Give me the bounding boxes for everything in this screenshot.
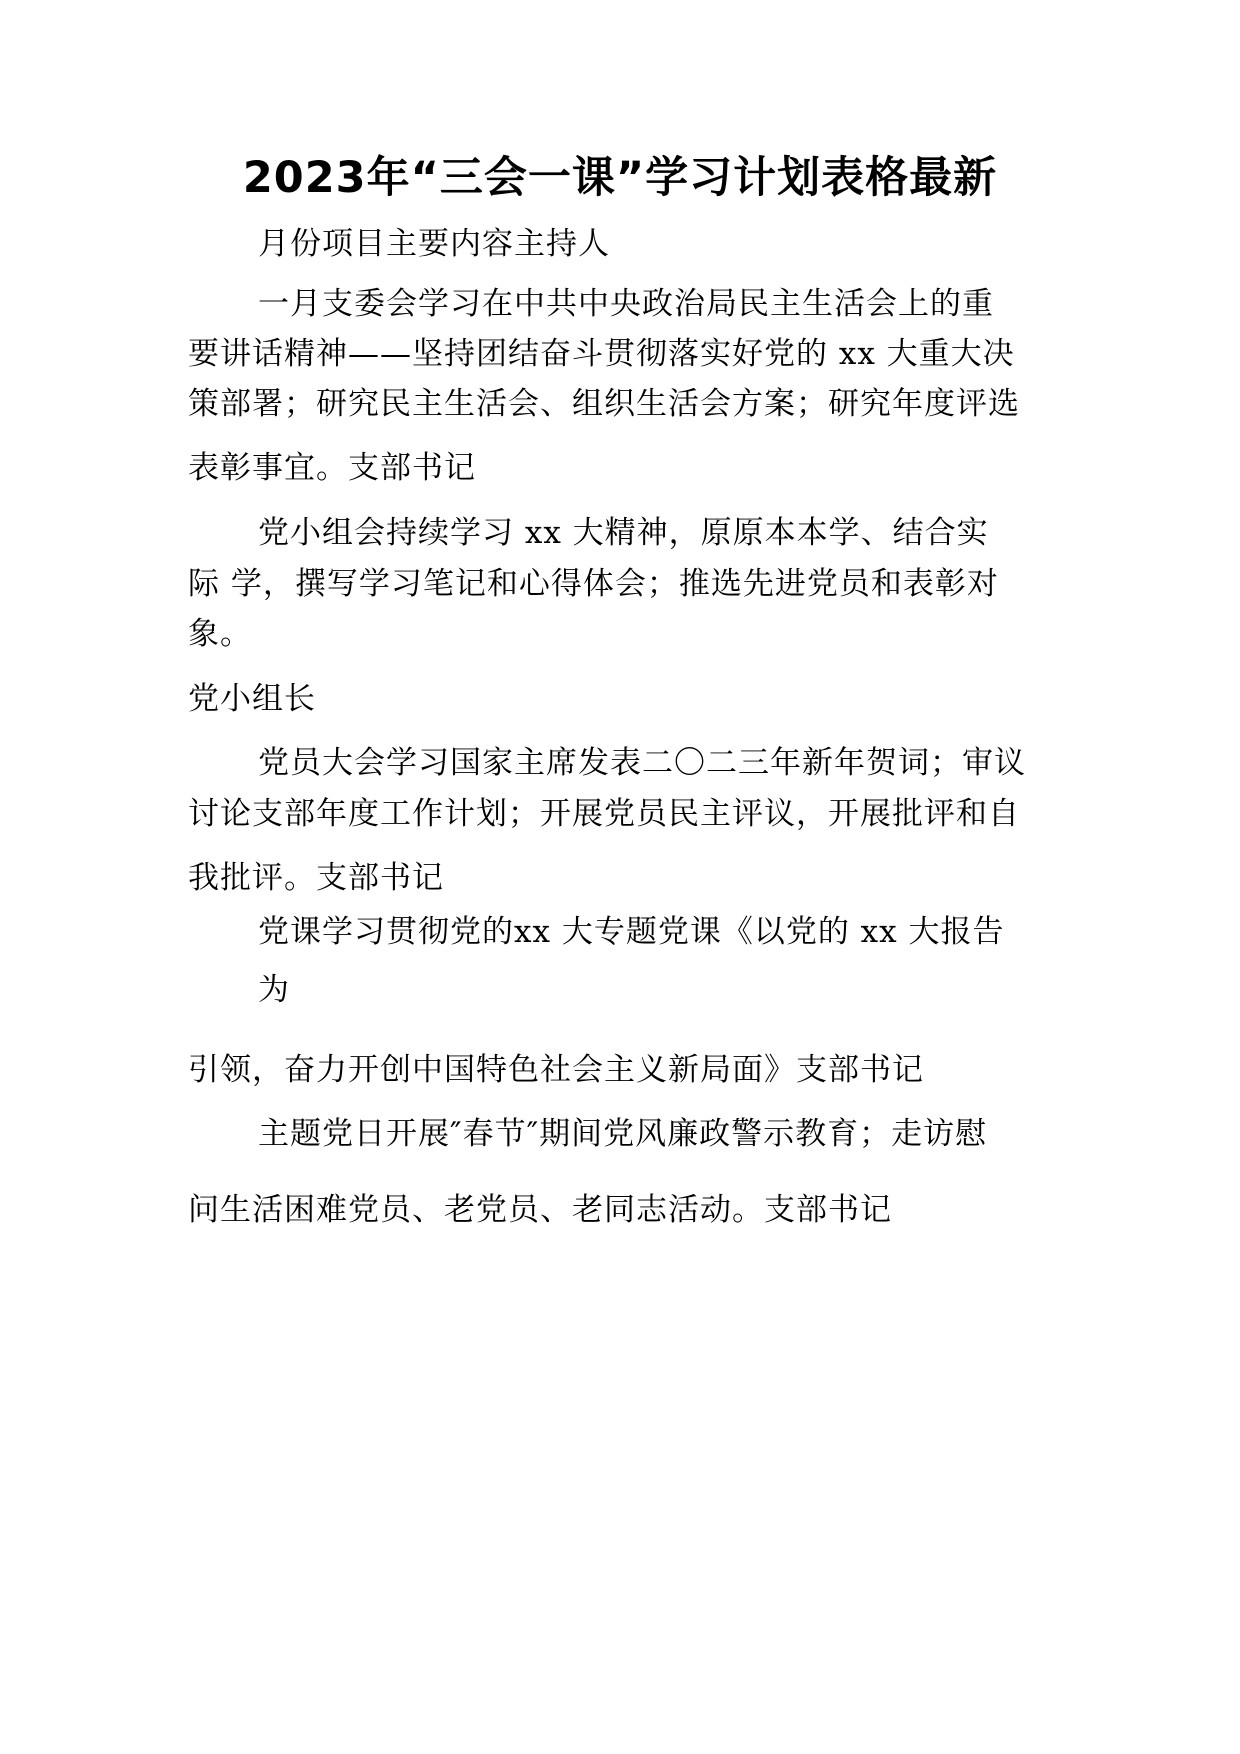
- paragraph-line: 表彰事宜。支部书记: [188, 450, 476, 486]
- paragraph-line: 月份项目主要内容主持人: [258, 226, 610, 262]
- paragraph-line: 一月支委会学习在中共中央政治局民主生活会上的重: [258, 286, 994, 322]
- paragraph-line: 党小组长: [188, 681, 316, 717]
- paragraph-line: 主题党日开展″春节″期间党风廉政警示教育；走访慰: [258, 1116, 988, 1152]
- paragraph-line: 引领，奋力开创中国特色社会主义新局面》支部书记: [188, 1052, 924, 1088]
- paragraph-line: 党员大会学习国家主席发表二〇二三年新年贺词；审议: [258, 745, 1026, 781]
- paragraph-line: 策部署；研究民主生活会、组织生活会方案；研究年度评选: [188, 386, 1020, 422]
- paragraph-line: 为: [258, 972, 290, 1008]
- paragraph-line: 问生活困难党员、老党员、老同志活动。支部书记: [188, 1192, 892, 1228]
- paragraph-line: 要讲话精神——坚持团结奋斗贯彻落实好党的 xx 大重大决: [188, 336, 1015, 372]
- document-title: 2023年“三会一课”学习计划表格最新: [242, 153, 998, 203]
- paragraph-line: 党小组会持续学习 xx 大精神，原原本本学、结合实: [258, 515, 989, 551]
- paragraph-line: 象。: [188, 616, 252, 652]
- paragraph-line: 我批评。支部书记: [188, 860, 444, 896]
- paragraph-line: 际 学，撰写学习笔记和心得体会；推选先进党员和表彰对: [188, 566, 999, 602]
- paragraph-line: 党课学习贯彻党的xx 大专题党课《以党的 xx 大报告: [258, 914, 1005, 950]
- paragraph-line: 讨论支部年度工作计划；开展党员民主评议，开展批评和自: [188, 796, 1020, 832]
